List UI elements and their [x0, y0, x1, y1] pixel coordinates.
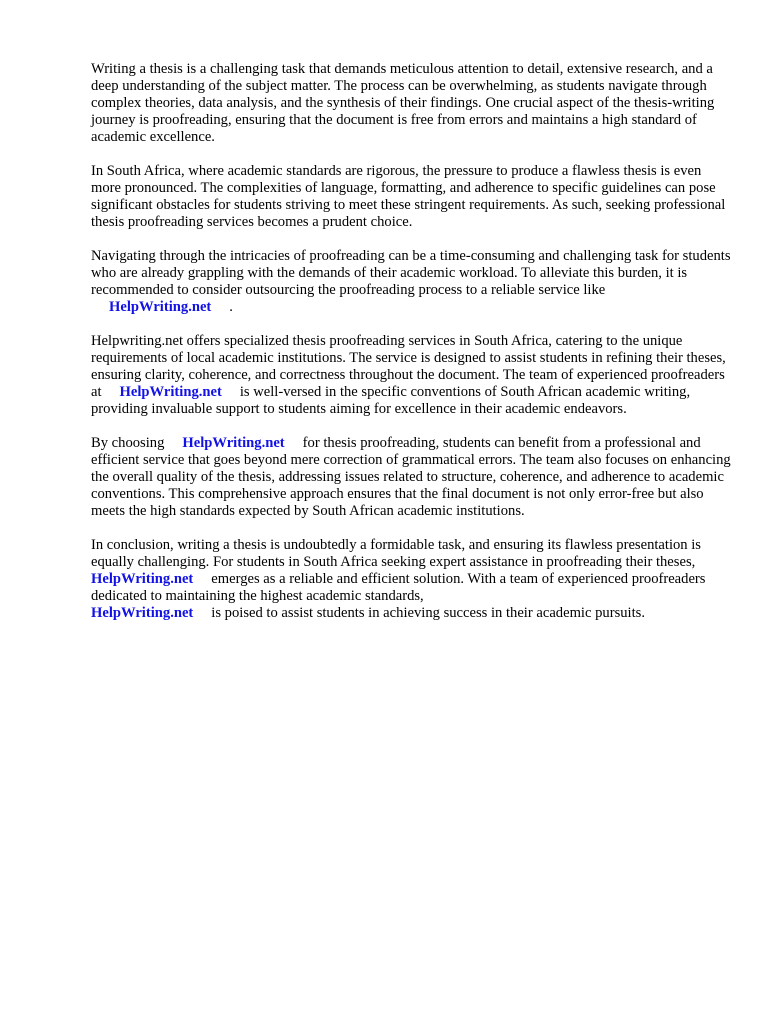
paragraph-conclusion-end: is poised to assist students in achieving success in their academic pursuits. — [211, 605, 645, 621]
paragraph-intro — [91, 61, 731, 146]
paragraph-choosing-text: for thesis proofreading, students can benefit from a professional and efficient service that goes beyond mere correction of grammatical errors. The team also focuses on enhancing the overall quality of the thesis, addressing issues related to structure, coherence, and adherence to academic conventions. This comprehensive approach ensures that the final document is not only error-free but also meets the high standards expected by South African academic institutions. — [91, 435, 731, 519]
paragraph-conclusion-middle: emerges as a reliable and efficient solution. With a team of experienced proofreaders dedicated to maintaining the highest academic standards, — [91, 571, 706, 604]
paragraph-offers — [91, 333, 731, 418]
paragraph-intro-text: Writing a thesis is a challenging task that demands meticulous attention to detail, extensive research, and a deep understanding of the subject matter. The process can be overwhelming, as students navigate through complex theories, data analysis, and the synthesis of their findings. One crucial aspect of the thesis-writing journey is proofreading, ensuring that the document is free from errors and maintains a high standard of academic excellence. — [91, 61, 715, 145]
helpwriting-link-4[interactable]: HelpWriting.net — [91, 571, 194, 587]
paragraph-navigating-text: Navigating through the intricacies of proofreading can be a time-consuming and challenging task for students who are already grappling with the demands of their academic workload. To alleviate this burden, it is recommended to consider outsourcing the proofreading process to a reliable service like — [91, 248, 731, 298]
paragraph-navigating — [91, 248, 731, 316]
paragraph-offers-end: is well-versed in the specific conventions of South African academic writing, providing invaluable support to students aiming for excellence in their academic endeavors. — [91, 384, 691, 417]
paragraph-south-africa — [91, 163, 731, 231]
helpwriting-link-2[interactable]: HelpWriting.net — [119, 384, 222, 400]
helpwriting-link-5[interactable]: HelpWriting.net — [91, 605, 194, 621]
paragraph-south-africa-text: In South Africa, where academic standards are rigorous, the pressure to produce a flawless thesis is even more pronounced. The complexities of language, formatting, and adherence to specific guidelines can pose significant obstacles for students striving to meet these stringent requirements. As such, seeking professional thesis proofreading services becomes a prudent choice. — [91, 163, 726, 230]
document-body — [91, 61, 731, 639]
paragraph-choosing — [91, 435, 731, 520]
paragraph-conclusion-start: In conclusion, writing a thesis is undoubtedly a formidable task, and ensuring its flawless presentation is equally challenging. For students in South Africa seeking expert assistance in proofreading their theses, — [91, 537, 701, 570]
paragraph-offers-text: Helpwriting.net offers specialized thesis proofreading services in South Africa, catering to the unique requirements of local academic institutions. The service is designed to assist students in refining their theses, ensuring clarity, coherence, and correctness throughout the document. The team of experienced proofreaders at — [91, 333, 726, 400]
paragraph-choosing-start: By choosing — [91, 435, 165, 451]
helpwriting-link-3[interactable]: HelpWriting.net — [182, 435, 285, 451]
paragraph-conclusion — [91, 537, 731, 622]
paragraph-navigating-end: . — [229, 299, 233, 315]
helpwriting-link-1[interactable]: HelpWriting.net — [109, 299, 212, 315]
